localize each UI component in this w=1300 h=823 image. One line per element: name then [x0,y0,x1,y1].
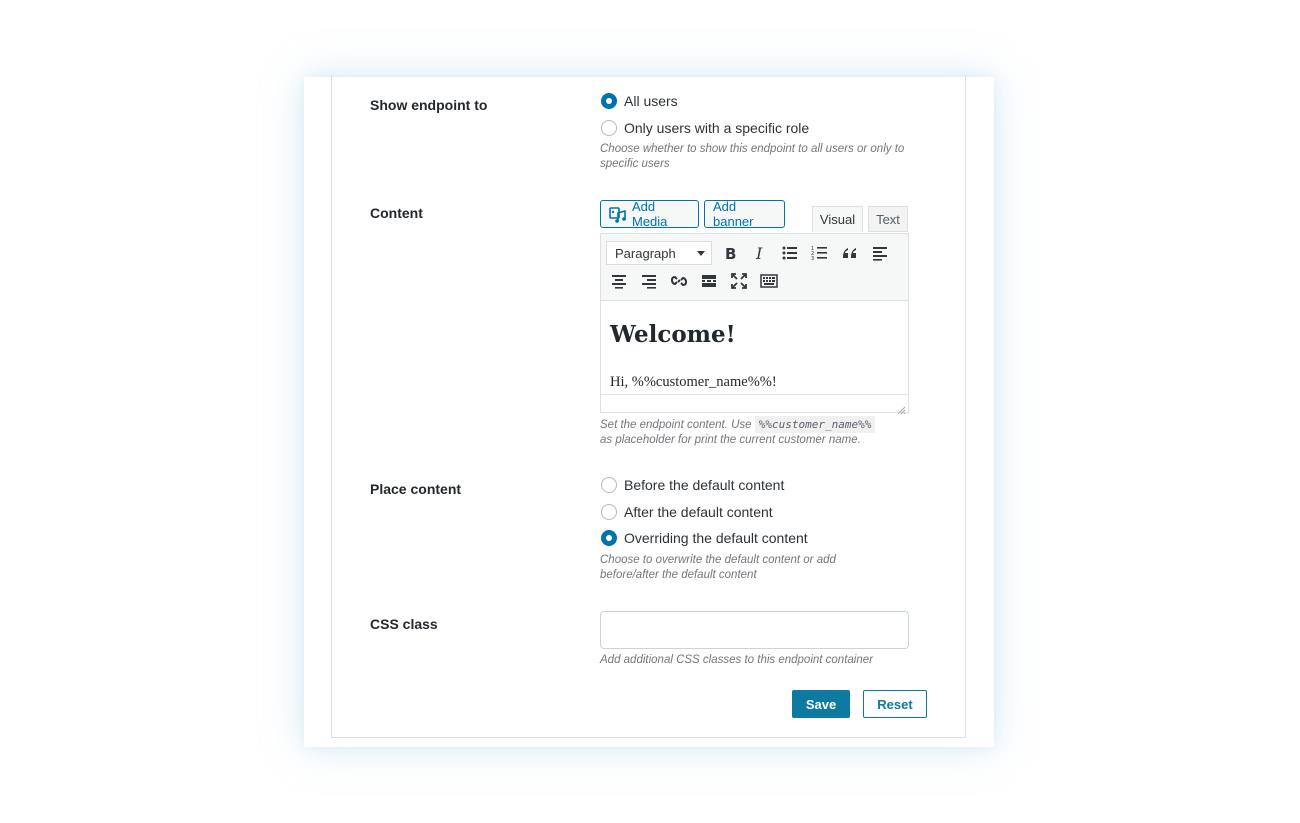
editor-toolbar [601,234,908,301]
svg-text:3: 3 [811,256,815,262]
content-help-prefix: Set the endpoint content. Use [600,419,752,431]
svg-text:I: I [756,244,763,262]
radio-unchecked-icon[interactable] [601,504,617,520]
tab-visual-label: Visual [819,211,856,227]
tab-visual[interactable] [812,206,863,232]
css-class-help: Add additional CSS classes to this endpoint container [600,654,873,666]
link-icon[interactable] [667,269,691,293]
svg-text:2: 2 [811,251,815,257]
align-left-icon[interactable] [868,241,892,265]
editor-content-area[interactable] [601,301,908,394]
add-media-icon [609,206,626,223]
radio-before-default[interactable] [601,476,784,494]
save-button[interactable]: Save [792,690,850,718]
radio-unchecked-icon[interactable] [601,120,617,136]
svg-text:B: B [725,245,737,262]
radio-overriding-default-label: Overriding the default content [624,530,808,546]
content-help-suffix: as placeholder for print the current customer name. [600,434,861,446]
content-heading: Welcome! [610,321,736,348]
fullscreen-icon[interactable] [727,269,751,293]
align-center-icon[interactable] [607,269,631,293]
italic-icon[interactable] [748,241,772,265]
numbered-list-icon[interactable] [808,241,832,265]
bold-icon[interactable] [718,241,742,265]
add-media-button[interactable] [600,200,699,228]
add-banner-label: Add banner [713,199,754,229]
show-endpoint-label: Show endpoint to [370,97,488,113]
tab-text-label: Text [876,211,900,227]
radio-after-default-label: After the default content [624,504,773,520]
radio-specific-role[interactable] [601,119,809,137]
reset-button[interactable]: Reset [863,690,927,718]
radio-all-users[interactable] [601,92,678,110]
tab-text[interactable] [868,206,908,232]
show-endpoint-help: Choose whether to show this endpoint to all users or only to specific users [600,143,905,170]
read-more-icon[interactable] [697,269,721,293]
svg-text:1: 1 [811,246,815,252]
radio-all-users-label: All users [624,93,678,109]
radio-unchecked-icon[interactable] [601,477,617,493]
bullet-list-icon[interactable] [778,241,802,265]
paragraph-format-select[interactable] [606,241,712,265]
content-help [600,417,920,448]
resize-handle-icon[interactable] [897,401,905,409]
place-content-label: Place content [370,481,462,497]
place-content-help: Choose to overwrite the default content or add before/after the default content [600,554,836,581]
radio-specific-role-label: Only users with a specific role [624,120,810,136]
chevron-down-icon [697,251,705,256]
format-select-value: Paragraph [615,245,676,261]
content-body: Hi, %%customer_name%%! [610,374,777,390]
editor-status-bar [601,394,908,412]
radio-after-default[interactable] [601,503,773,521]
toolbar-toggle-icon[interactable] [757,269,781,293]
add-banner-button[interactable] [704,200,785,228]
content-editor [600,233,909,413]
blockquote-icon[interactable] [838,241,862,265]
css-class-input[interactable] [600,611,909,649]
radio-before-default-label: Before the default content [624,477,785,493]
settings-card [304,77,994,747]
placeholder-code: %%customer_name%% [755,416,876,433]
css-class-label: CSS class [370,616,438,632]
radio-checked-icon[interactable] [601,530,617,546]
content-label: Content [370,205,423,221]
radio-checked-icon[interactable] [601,93,617,109]
add-media-label: Add Media [632,199,668,229]
radio-overriding-default[interactable] [601,529,808,547]
align-right-icon[interactable] [637,269,661,293]
